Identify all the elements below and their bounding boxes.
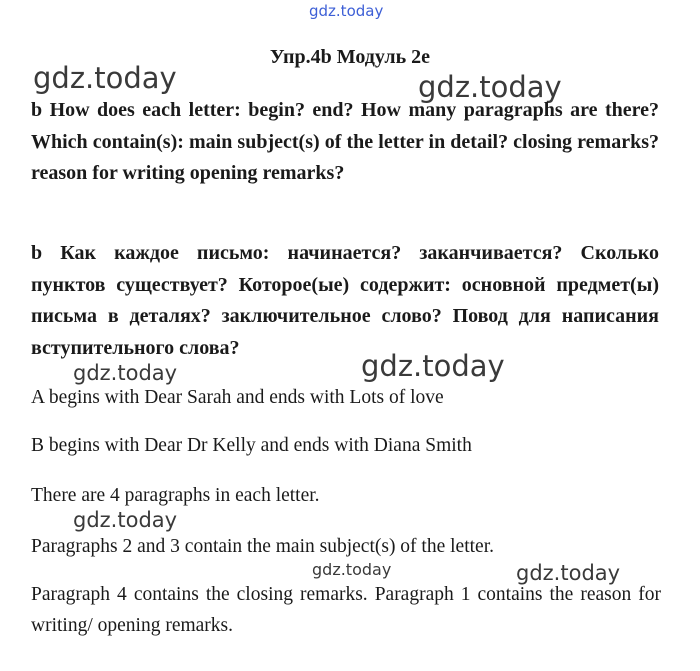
watermark: gdz.today (361, 349, 505, 383)
watermark: gdz.today (73, 361, 178, 385)
watermark-top: gdz.today (309, 2, 384, 20)
watermark: gdz.today (73, 508, 178, 532)
watermark: gdz.today (516, 561, 621, 585)
watermark: gdz.today (418, 70, 562, 104)
answer-line: Paragraph 4 contains the closing remarks. Paragraph 1 contains the reason for writing/ opening remarks. (31, 584, 661, 636)
page-title: Упр.4b Модуль 2e (269, 46, 431, 68)
question-russian: b Как каждое письмо: начинается? заканчивается? Сколько пунктов существует? Которое(ые) содержит: основной предмет(ы) письма в деталях? заключительное слово? Повод для написания вступительного слова? (31, 242, 659, 359)
answer-line: B begins with Dear Dr Kelly and ends with Diana Smith (31, 435, 472, 456)
answer-line: There are 4 paragraphs in each letter. (31, 485, 320, 506)
question-english: b How does each letter: begin? end? How many paragraphs are there? Which contain(s): main subject(s) of the letter in detail? closing remarks? reason for writing opening remarks? (31, 99, 659, 184)
watermark: gdz.today (33, 61, 177, 95)
answer-line: A begins with Dear Sarah and ends with Lots of love (31, 387, 444, 408)
watermark: gdz.today (312, 560, 392, 579)
answer-line: Paragraphs 2 and 3 contain the main subject(s) of the letter. (31, 536, 494, 557)
